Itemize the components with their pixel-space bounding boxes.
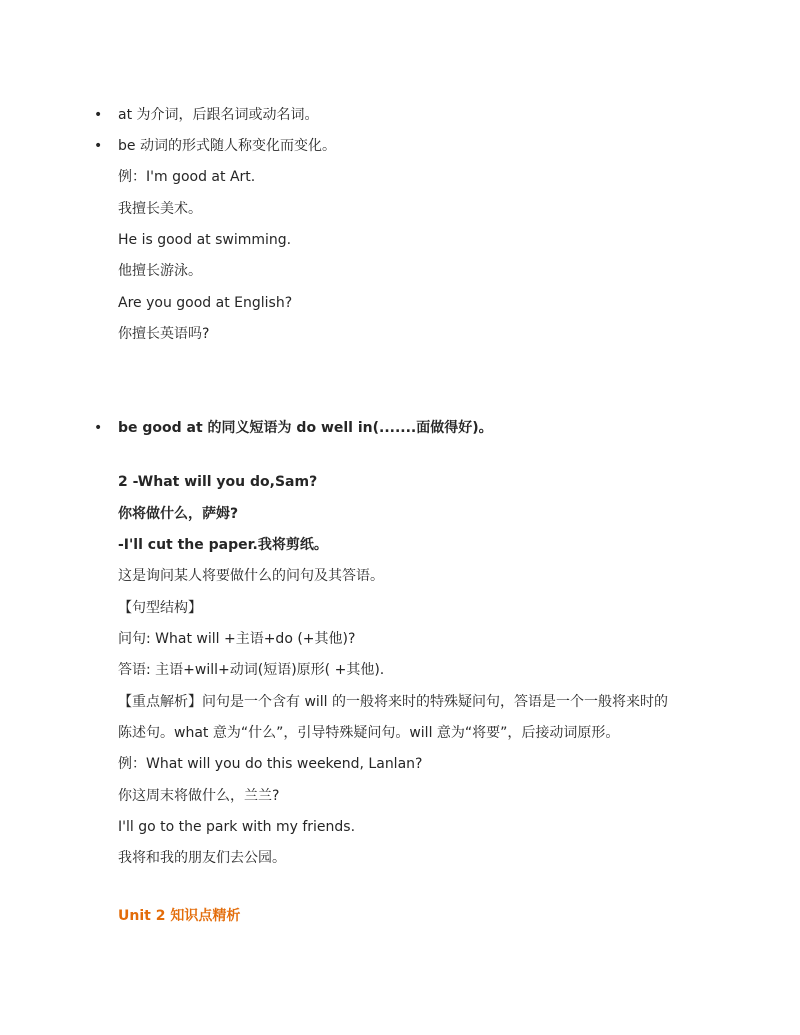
example-line: I'll go to the park with my friends. <box>118 819 356 835</box>
example-line: 例：I'm good at Art. <box>118 169 256 185</box>
unit-heading: Unit 2 知识点精析 <box>118 908 241 924</box>
answer-pattern: 答语: 主语+will+动词(短语)原形( +其他). <box>118 662 385 678</box>
example-line: 你擅长英语吗? <box>118 326 210 342</box>
bullet-marker: • <box>94 420 103 436</box>
bullet-item: be 动词的形式随人称变化而变化。 <box>118 138 336 154</box>
example-line: He is good at swimming. <box>118 232 292 248</box>
example-line: 例：What will you do this weekend, Lanlan? <box>118 756 423 772</box>
synonym-bullet: be good at 的同义短语为 do well in(.......面做得好)。 <box>118 420 493 436</box>
section-answer: -I'll cut the paper.我将剪纸。 <box>118 537 328 553</box>
section-question: 2 -What will you do,Sam? <box>118 474 318 490</box>
analysis-line: 【重点解析】问句是一个含有 will 的一般将来时的特殊疑问句，答语是一个一般将来时的 <box>118 694 669 710</box>
section-description: 这是询问某人将要做什么的问句及其答语。 <box>118 568 384 584</box>
bullet-marker: • <box>94 107 103 123</box>
example-line: Are you good at English? <box>118 295 293 311</box>
example-line: 我擅长美术。 <box>118 201 202 217</box>
example-line: 你这周末将做什么，兰兰? <box>118 788 280 804</box>
question-pattern: 问句: What will +主语+do (+其他)? <box>118 631 356 647</box>
example-line: 我将和我的朋友们去公园。 <box>118 850 286 866</box>
bullet-item: at 为介词，后跟名词或动名词。 <box>118 107 319 123</box>
structure-heading: 【句型结构】 <box>118 600 202 616</box>
bullet-marker: • <box>94 138 103 154</box>
example-line: 他擅长游泳。 <box>118 263 202 279</box>
section-question-cn: 你将做什么，萨姆? <box>118 506 239 522</box>
analysis-line: 陈述句。what 意为“什么”，引导特殊疑问句。will 意为“将要”，后接动词原形。 <box>118 725 620 741</box>
